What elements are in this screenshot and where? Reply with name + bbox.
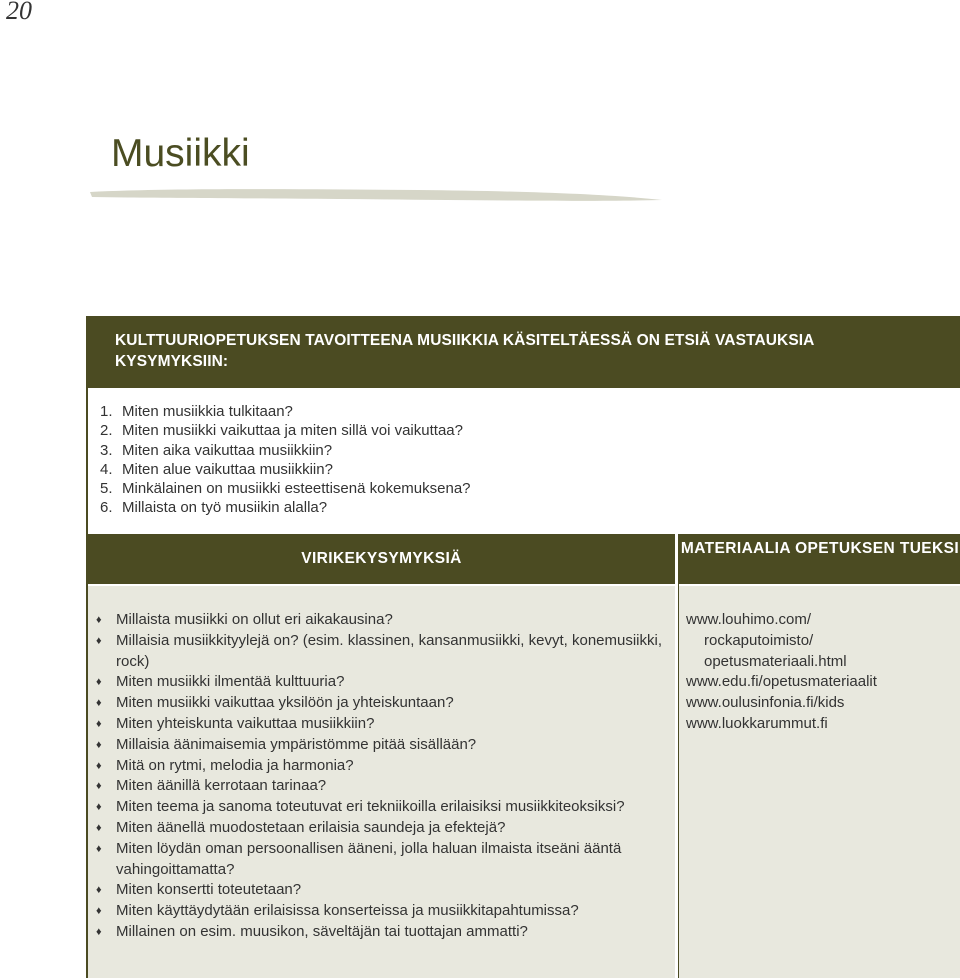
materials-header bbox=[678, 534, 960, 584]
diamond-bullet-icon: ♦ bbox=[96, 759, 102, 772]
prompt-text: Millaisia äänimaisemia ympäristömme pitää sisällään? bbox=[116, 735, 477, 753]
content-panel bbox=[86, 316, 960, 978]
prompt-text: Miten äänellä muodostetaan erilaisia saundeja ja efektejä? bbox=[116, 818, 506, 836]
list-item bbox=[96, 714, 676, 735]
list-item bbox=[96, 672, 676, 693]
diamond-bullet-icon: ♦ bbox=[96, 717, 102, 730]
question-text: Miten aika vaikuttaa musiikkiin? bbox=[122, 441, 333, 459]
diamond-bullet-icon: ♦ bbox=[96, 842, 102, 855]
question-text: Miten musiikkia tulkitaan? bbox=[122, 403, 293, 420]
prompt-text: Miten löydän oman persoonallisen ääneni, jolla haluan ilmaista itseäni ääntä vahingoittamatta? bbox=[116, 839, 622, 878]
diamond-bullet-icon: ♦ bbox=[96, 905, 102, 918]
question-number: 2. bbox=[100, 422, 113, 440]
page-title: Musiikki bbox=[111, 132, 250, 175]
prompt-text: Millainen on esim. muusikon, säveltäjän tai tuottajan ammatti? bbox=[116, 922, 528, 940]
materials-body bbox=[678, 586, 960, 978]
list-item bbox=[96, 818, 676, 839]
question-number: 1. bbox=[100, 403, 113, 420]
goals-header-text: KULTTUURIOPETUKSEN TAVOITTEENA MUSIIKKIA KÄSITELTÄESSÄ ON ETSIÄ VASTAUKSIA KYSYMYKSIIN: bbox=[115, 332, 814, 370]
diamond-bullet-icon: ♦ bbox=[96, 676, 102, 689]
diamond-bullet-icon: ♦ bbox=[96, 925, 102, 938]
material-link-continuation[interactable]: rockaputoimisto/ bbox=[704, 631, 814, 649]
list-item bbox=[96, 839, 676, 881]
prompt-text: Miten äänillä kerrotaan tarinaa? bbox=[116, 777, 327, 795]
material-link[interactable]: www.edu.fi/opetusmateriaalit bbox=[686, 673, 877, 691]
prompt-text: Mitä on rytmi, melodia ja harmonia? bbox=[116, 756, 354, 774]
column-divider-line bbox=[678, 584, 679, 978]
question-number: 5. bbox=[100, 480, 113, 498]
materials-link-list bbox=[686, 610, 877, 735]
list-item bbox=[96, 693, 676, 714]
material-link[interactable]: www.louhimo.com/ bbox=[686, 611, 812, 628]
list-item bbox=[96, 797, 676, 818]
prompt-text: Miten musiikki ilmentää kulttuuria? bbox=[116, 673, 345, 691]
diamond-bullet-icon: ♦ bbox=[96, 738, 102, 751]
list-item bbox=[96, 631, 676, 673]
list-item bbox=[96, 776, 676, 797]
prompt-text: Miten käyttäydytään erilaisissa konserteissa ja musiikkitapahtumissa? bbox=[116, 902, 579, 920]
list-item bbox=[100, 460, 471, 479]
prompt-text: Miten konsertti toteutetaan? bbox=[116, 881, 302, 899]
diamond-bullet-icon: ♦ bbox=[96, 821, 102, 834]
prompts-header-text: VIRIKEKYSYMYKSIÄ bbox=[301, 550, 462, 567]
list-item bbox=[96, 922, 676, 943]
prompt-text: Millaisia musiikkityylejä on? (esim. klassinen, kansanmusiikki, kevyt, konemusiikki, rock) bbox=[116, 631, 663, 670]
list-item bbox=[96, 901, 676, 922]
diamond-bullet-icon: ♦ bbox=[96, 780, 102, 793]
materials-header-text: MATERIAALIA OPETUKSEN TUEKSI bbox=[680, 540, 960, 557]
list-item bbox=[100, 402, 471, 421]
prompt-text: Miten musiikki vaikuttaa yksilöön ja yhteiskuntaan? bbox=[116, 694, 454, 712]
question-number: 4. bbox=[100, 460, 113, 478]
list-item bbox=[96, 610, 676, 631]
list-item bbox=[96, 735, 676, 756]
prompts-header bbox=[88, 534, 675, 584]
diamond-bullet-icon: ♦ bbox=[96, 884, 102, 897]
list-item bbox=[100, 479, 471, 498]
material-link[interactable]: www.oulusinfonia.fi/kids bbox=[686, 694, 845, 712]
diamond-bullet-icon: ♦ bbox=[96, 634, 102, 647]
title-brush-underline bbox=[88, 184, 664, 204]
list-item bbox=[100, 441, 471, 460]
material-link-continuation[interactable]: opetusmateriaali.html bbox=[704, 652, 847, 670]
material-link[interactable]: www.luokkarummut.fi bbox=[686, 714, 828, 732]
question-text: Millaista on työ musiikin alalla? bbox=[122, 499, 328, 517]
goals-header bbox=[88, 318, 960, 388]
prompt-text: Millaista musiikki on ollut eri aikakausina? bbox=[116, 611, 393, 628]
list-item bbox=[96, 880, 676, 901]
prompt-text: Miten teema ja sanoma toteutuvat eri tekniikoilla erilaisiksi musiikkiteoksiksi? bbox=[116, 798, 625, 816]
prompts-body bbox=[88, 586, 675, 978]
diamond-bullet-icon: ♦ bbox=[96, 801, 102, 814]
question-text: Miten musiikki vaikuttaa ja miten sillä voi vaikuttaa? bbox=[122, 422, 463, 440]
diamond-bullet-icon: ♦ bbox=[96, 614, 102, 626]
prompt-list bbox=[96, 610, 676, 943]
question-number: 3. bbox=[100, 441, 113, 459]
diamond-bullet-icon: ♦ bbox=[96, 697, 102, 710]
page-number: 20 bbox=[6, 0, 32, 25]
question-text: Miten alue vaikuttaa musiikkiin? bbox=[122, 460, 333, 478]
list-item bbox=[96, 756, 676, 777]
list-item bbox=[100, 498, 471, 517]
question-text: Minkälainen on musiikki esteettisenä kokemuksena? bbox=[122, 480, 471, 498]
list-item bbox=[100, 421, 471, 440]
goals-question-list bbox=[100, 402, 471, 518]
question-number: 6. bbox=[100, 499, 113, 517]
prompt-text: Miten yhteiskunta vaikuttaa musiikkiin? bbox=[116, 714, 375, 732]
